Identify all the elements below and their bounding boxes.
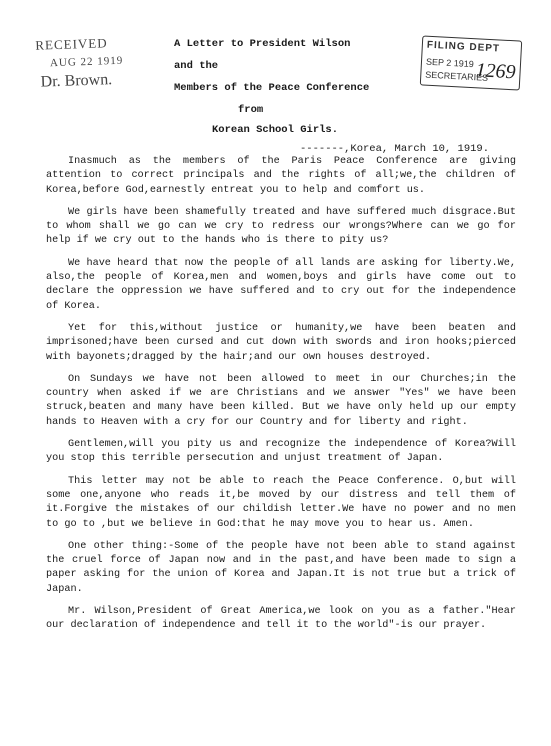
received-stamp-name: Dr. Brown. [40,71,113,91]
heading-line-3: Members of the Peace Conference [174,82,370,94]
dateline: -------,Korea, March 10, 1919. [300,143,490,155]
filing-stamp-date: SEP 2 1919 [425,56,475,70]
filing-stamp-label: FILING DEPT [426,39,501,55]
paragraph: Inasmuch as the members of the Paris Peace Conference are giving attention to correct principals and the rights of all;we,the children of Korea,before God,earnestly entreat you to help and comfort us. [46,156,516,196]
received-stamp-line1: RECEIVED [35,35,108,53]
paragraph: One other thing:-Some of the people have not been able to stand against the cruel force of Japan now and in the past,and have been made to sign a paper asking for the union of Korea and Japan.It is not true but a trick of Japan. [46,540,516,595]
paragraph: Mr. Wilson,President of Great America,we look on you as a father."Hear our declaration of independence and tell it to the world"-is our prayer. [46,606,516,632]
paragraph: We have heard that now the people of all lands are asking for liberty.We, also,the people of Korea,men and women,boys and girls have come out to declare the oppression we have suffered and to cry out for the independence of Korea. [46,257,516,312]
heading-line-4: from [238,104,264,116]
heading-line-1: A Letter to President Wilson [174,38,351,50]
received-stamp [35,34,137,91]
paragraph: Yet for this,without justice or humanity,we have been beaten and imprisoned;have been cursed and cut down with swords and iron hooks;pierced with bayonets;dragged by the hair;and our own houses destroyed. [46,322,516,363]
letter-body [46,155,516,642]
heading-line-5: Korean School Girls. [212,124,339,136]
paragraph: We girls have been shamefully treated and have suffered much disgrace.But to whom shall we go can we cry to redress our wrongs?Where can we go for help if we cry out to the hands who is there to pity us? [46,206,516,247]
filing-stamp-dept: SECRETARIES [425,69,489,83]
filing-dept-stamp [420,35,522,90]
received-stamp-date: AUG 22 1919 [49,54,124,70]
paragraph: Gentlemen,will you pity us and recognize the independence of Korea?Will you stop this terrible persecution and unjust treatment of Japan. [46,439,516,465]
filing-stamp-number: 1269 [475,59,517,84]
paragraph: On Sundays we have not been allowed to meet in our Churches;in the country when asked if we are Christians and we answer "Yes" we have been struck,beaten and many have been killed. But we have only held up our empty hands to Heaven with a cry for our Country and for liberty and right. [46,373,516,428]
heading-line-2: and the [174,60,219,72]
paragraph: This letter may not be able to reach the Peace Conference. O,but will some one,anyone who reads it,be moved by our distress and tell them of it.Forgive the mistakes of our childish letter.We have no power and no men to go to ,but we believe in God:that he may move you to hear us. Amen. [46,475,516,530]
